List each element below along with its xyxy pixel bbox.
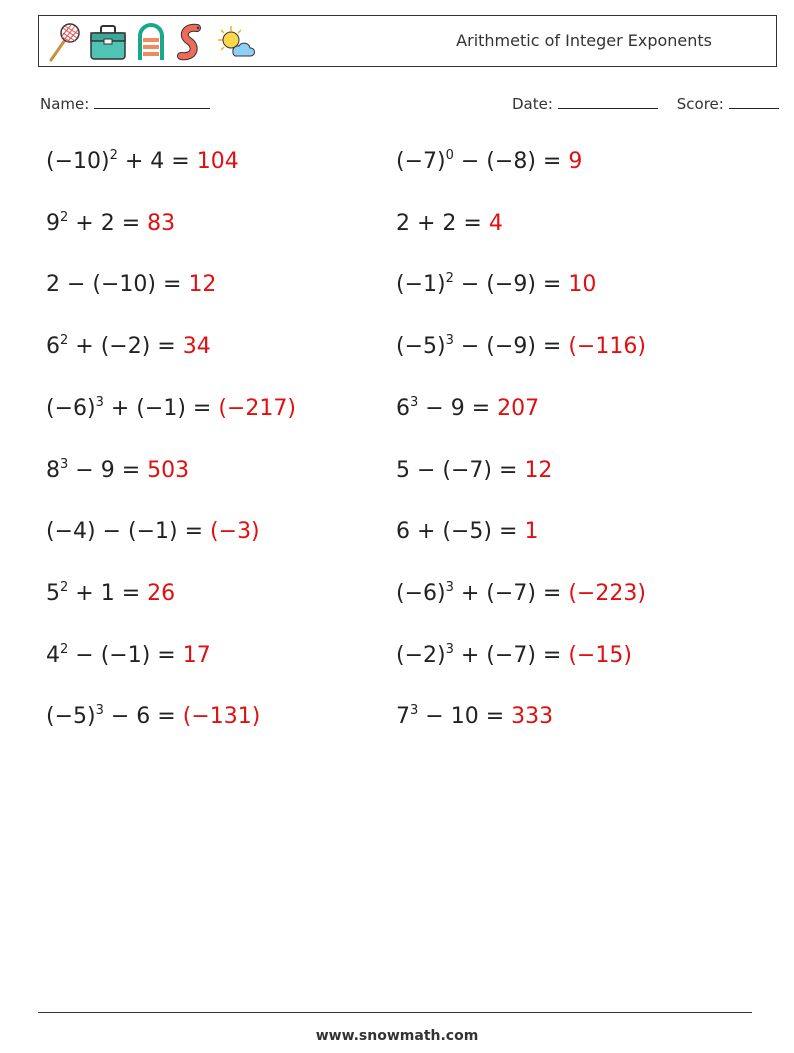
problem-exponent: 2 <box>60 579 69 595</box>
problem-expression-rest: − (−9) = <box>453 334 569 360</box>
problem-expression: 2 + 2 = <box>396 210 489 236</box>
problem-expression: (−6) <box>46 395 96 421</box>
problem-expression: 9 <box>46 210 60 236</box>
problem-answer: 12 <box>188 272 217 298</box>
problem-expression: (−2) <box>396 642 446 668</box>
problem-item <box>46 451 189 491</box>
problem-item <box>46 636 211 676</box>
problem-item <box>396 636 632 676</box>
problem-expression: 6 <box>46 334 60 360</box>
problem-answer: (−131) <box>182 704 261 730</box>
date-line <box>558 94 658 109</box>
problem-item <box>396 574 646 614</box>
problem-expression-rest: − (−1) = <box>68 642 183 668</box>
problem-exponent: 0 <box>445 148 454 163</box>
name-field <box>40 94 210 113</box>
problem-expression: 8 <box>46 457 60 483</box>
header-icons <box>47 21 257 63</box>
problem-item <box>396 142 582 182</box>
problem-expression: (−4) − (−1) = <box>46 519 211 545</box>
sled-icon <box>135 22 167 62</box>
problem-exponent: 2 <box>60 333 69 349</box>
problem-answer: 26 <box>147 580 176 606</box>
problem-answer: 83 <box>147 210 176 236</box>
date-score-fields <box>512 94 779 113</box>
problem-item <box>46 204 175 244</box>
worm-icon <box>175 22 205 62</box>
date-label: Date: <box>512 95 553 113</box>
problem-item <box>396 204 503 244</box>
problem-expression-rest: − 6 = <box>103 704 183 730</box>
problem-exponent: 3 <box>60 456 69 472</box>
problem-exponent: 3 <box>95 394 104 410</box>
problem-exponent: 3 <box>95 703 104 719</box>
problem-expression-rest: + 4 = <box>117 149 197 174</box>
name-label: Name: <box>40 95 90 113</box>
problem-answer: (−15) <box>568 642 632 668</box>
problem-expression: (−5) <box>46 704 96 730</box>
problem-answer: 207 <box>497 395 540 421</box>
problem-expression: 7 <box>396 704 410 730</box>
problem-exponent: 2 <box>445 271 454 287</box>
footer-divider <box>38 1012 752 1013</box>
problem-expression: (−5) <box>396 334 446 360</box>
problem-item <box>46 697 260 737</box>
problem-answer: 503 <box>147 457 190 483</box>
sun-cloud-icon <box>213 22 257 62</box>
problem-item <box>396 451 552 491</box>
problem-answer: (−3) <box>210 519 260 545</box>
problem-answer: (−217) <box>218 395 296 421</box>
problem-exponent: 3 <box>410 703 419 719</box>
problem-item <box>46 327 211 367</box>
problem-expression-rest: + (−7) = <box>453 580 569 606</box>
problem-answer: 9 <box>568 149 583 174</box>
problem-item <box>46 142 239 182</box>
problem-answer: (−223) <box>568 580 646 606</box>
score-line <box>729 94 779 109</box>
problem-expression: (−1) <box>396 272 446 298</box>
problem-expression: 5 <box>46 580 60 606</box>
problem-item <box>396 389 539 429</box>
problem-expression-rest: + (−2) = <box>68 334 183 360</box>
problem-expression-rest: + (−7) = <box>453 642 569 668</box>
problem-expression: (−6) <box>396 580 446 606</box>
problem-answer: 10 <box>568 272 597 298</box>
problem-answer: 333 <box>511 704 554 730</box>
problem-answer: 34 <box>182 334 211 360</box>
problem-item <box>396 327 646 367</box>
problem-expression: (−10) <box>46 149 110 174</box>
problem-item <box>396 697 553 737</box>
problem-expression-rest: + (−1) = <box>103 395 219 421</box>
problem-expression: 6 + (−5) = <box>396 519 525 545</box>
problem-expression-rest: − 9 = <box>418 395 498 421</box>
name-line <box>94 94 210 109</box>
problem-expression-rest: − 9 = <box>68 457 148 483</box>
problem-answer: 17 <box>182 642 211 668</box>
problem-item <box>46 512 260 552</box>
score-label: Score: <box>676 95 724 113</box>
problem-expression: 6 <box>396 395 410 421</box>
problem-exponent: 3 <box>410 394 419 410</box>
butterfly-net-icon <box>47 22 81 62</box>
problem-exponent: 3 <box>445 641 454 657</box>
problem-expression-rest: − 10 = <box>418 704 512 730</box>
problem-expression-rest: + 2 = <box>68 210 148 236</box>
problem-exponent: 2 <box>60 209 69 225</box>
problem-expression-rest: − (−9) = <box>453 272 569 298</box>
problem-expression-rest: − (−8) = <box>453 149 569 174</box>
footer-url: www.snowmath.com <box>315 1028 479 1044</box>
problem-item <box>46 265 216 305</box>
toolbox-icon <box>89 22 127 62</box>
problem-exponent: 2 <box>60 641 69 657</box>
problem-expression: 5 − (−7) = <box>396 457 525 483</box>
problem-answer: 4 <box>488 210 503 236</box>
problem-item <box>46 574 175 614</box>
problem-exponent: 2 <box>109 148 118 163</box>
problem-expression: (−7) <box>396 149 446 174</box>
problem-answer: (−116) <box>568 334 646 360</box>
problem-answer: 1 <box>524 519 539 545</box>
problem-item <box>396 265 596 305</box>
problem-answer: 12 <box>524 457 553 483</box>
problem-expression: 4 <box>46 642 60 668</box>
problem-item <box>46 389 296 429</box>
problem-expression: 2 − (−10) = <box>46 272 189 298</box>
worksheet-header <box>38 15 777 67</box>
problem-exponent: 3 <box>445 579 454 595</box>
problem-expression-rest: + 1 = <box>68 580 148 606</box>
problem-item <box>396 512 538 552</box>
problem-answer: 104 <box>196 149 239 174</box>
worksheet-title: Arithmetic of Integer Exponents <box>456 31 712 50</box>
problem-exponent: 3 <box>445 333 454 349</box>
